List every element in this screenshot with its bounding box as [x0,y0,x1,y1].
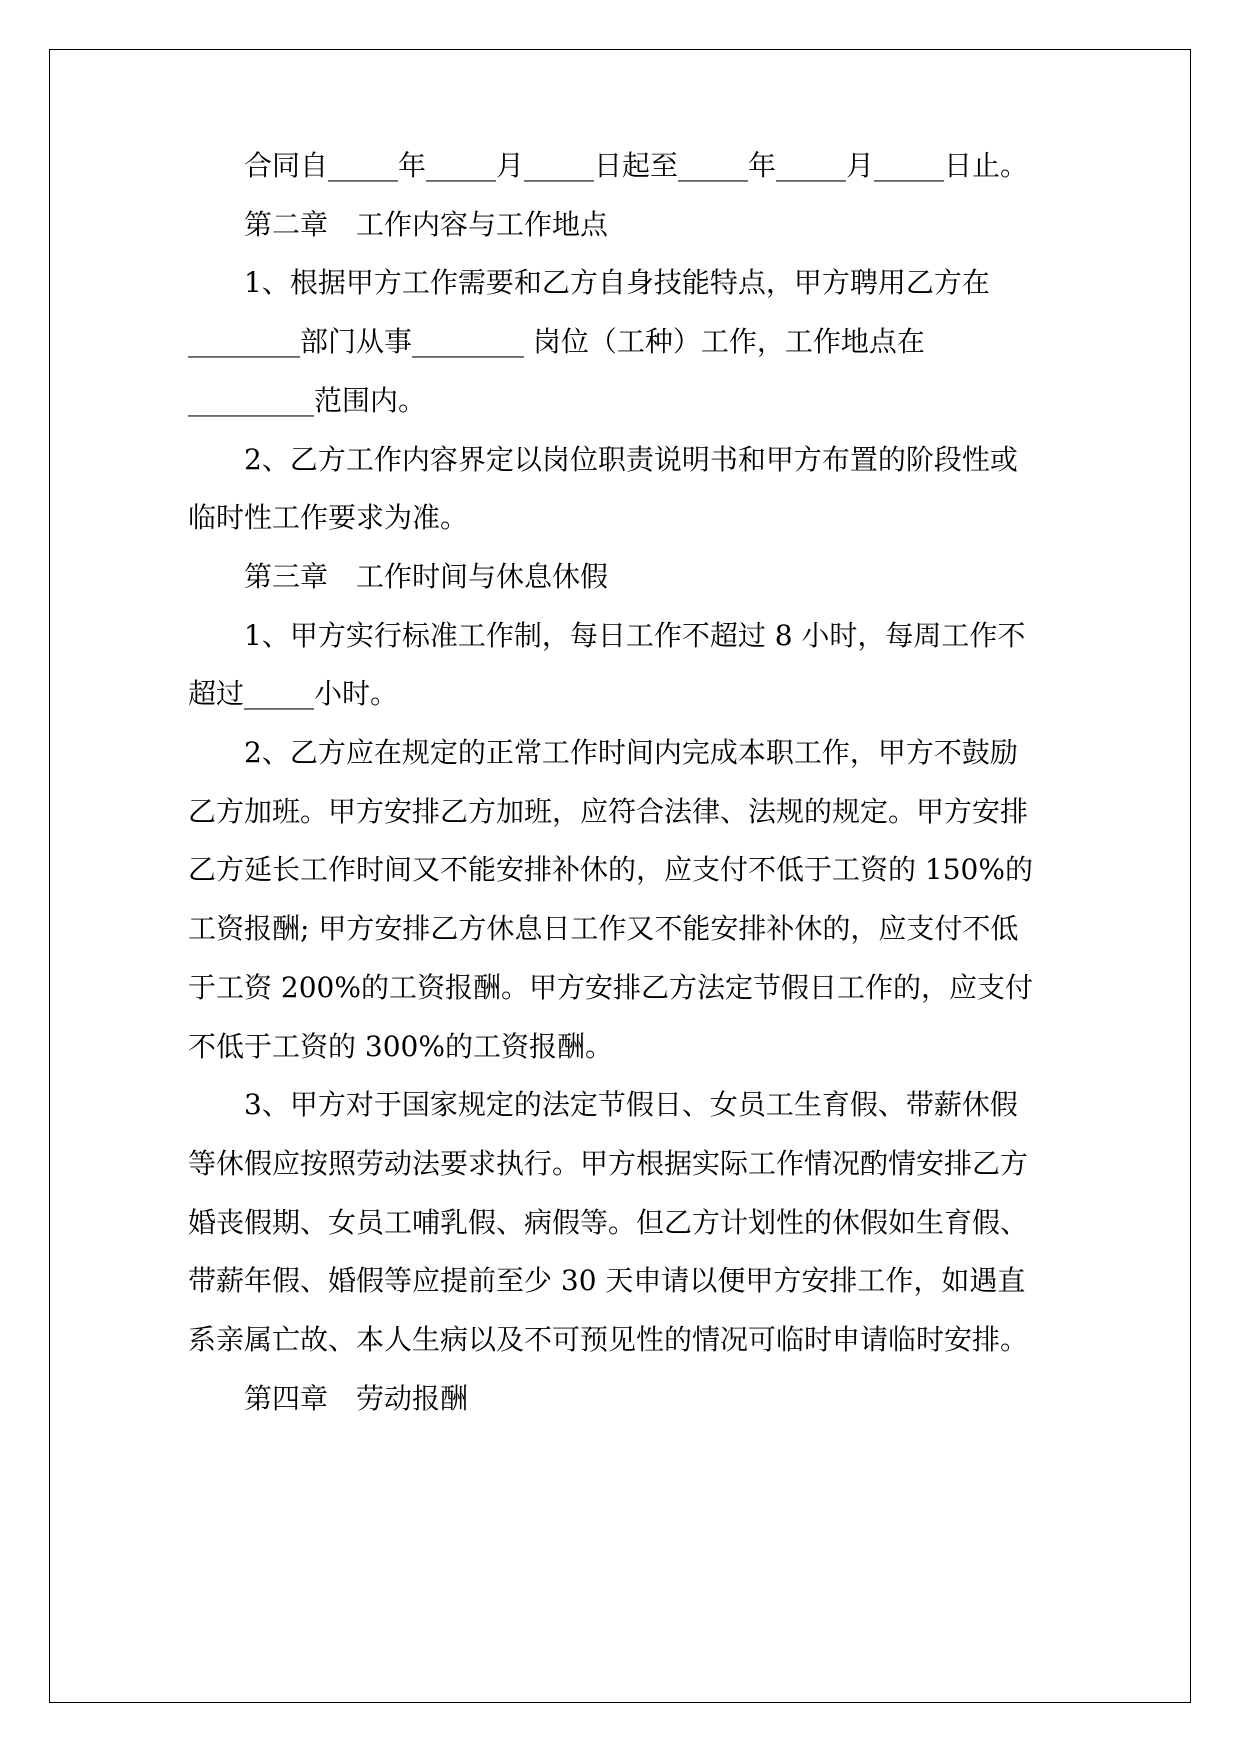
text-line: 2、乙方工作内容界定以岗位职责说明书和甲方布置的阶段性或 [244,442,1018,476]
text-line: 1、根据甲方工作需要和乙方自身技能特点，甲方聘用乙方在 [244,266,990,300]
chapter-heading: 第三章 工作时间与休息休假 [244,559,609,593]
text-line: 工资报酬; 甲方安排乙方休息日工作又不能安排补休的，应支付不低 [188,912,1019,946]
text-line: _________范围内。 [188,383,427,417]
text-line: 超过_____小时。 [188,677,399,711]
text-line: 婚丧假期、女员工哺乳假、病假等。但乙方计划性的休假如生育假、 [188,1205,1029,1239]
text-line: 不低于工资的 300%的工资报酬。 [188,1029,613,1063]
text-line: 系亲属亡故、本人生病以及不可预见性的情况可临时申请临时安排。 [188,1323,1029,1356]
text-line: ________部门从事________ 岗位（工种）工作，工作地点在 [188,325,925,359]
text-line: 合同自_____年_____月_____日起至_____年_____月_____日止。 [244,149,1029,182]
text-line: 3、甲方对于国家规定的法定节假日、女员工生育假、带薪休假 [244,1088,1018,1122]
text-line: 于工资 200%的工资报酬。甲方安排乙方法定节假日工作的，应支付 [188,970,1033,1004]
text-line: 临时性工作要求为准。 [188,501,469,535]
text-line: 2、乙方应在规定的正常工作时间内完成本职工作，甲方不鼓励 [244,736,1018,769]
text-line: 乙方延长工作时间又不能安排补休的，应支付不低于工资的 150%的 [188,853,1033,887]
chapter-heading: 第四章 劳动报酬 [244,1381,469,1415]
chapter-heading: 第二章 工作内容与工作地点 [244,207,609,241]
text-line: 1、甲方实行标准工作制，每日工作不超过 8 小时，每周工作不 [244,618,1026,652]
text-line: 乙方加班。甲方安排乙方加班，应符合法律、法规的规定。甲方安排 [188,794,1029,828]
text-line: 等休假应按照劳动法要求执行。甲方根据实际工作情况酌情安排乙方 [188,1146,1029,1180]
text-line: 带薪年假、婚假等应提前至少 30 天申请以便甲方安排工作，如遇直 [188,1264,1026,1298]
